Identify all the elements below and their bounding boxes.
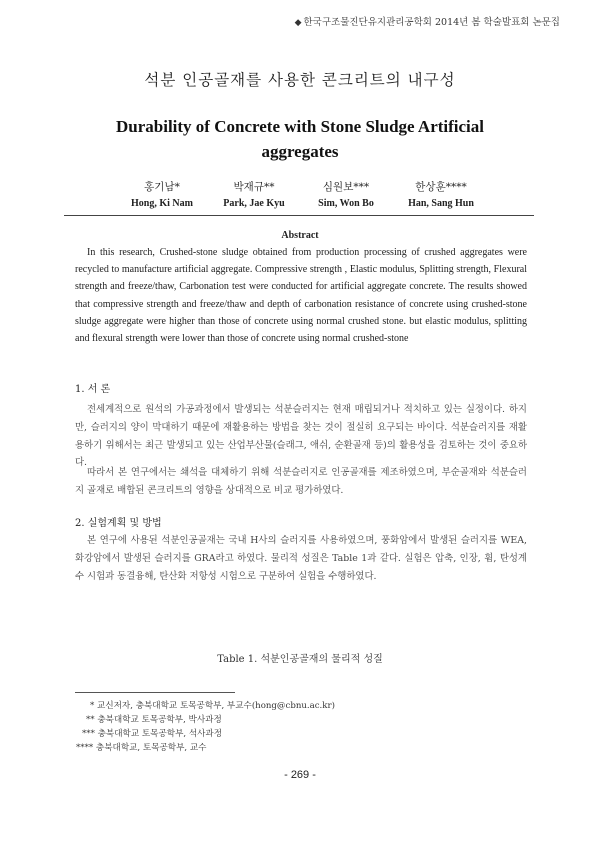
abstract-body: In this research, Crushed-stone sludge obtained from production processing of crushed aggregates were recycled to manufacture artificial aggregate. Compressive strength , Elastic modulus, Splitting strength, Flexural strength and freeze/thaw, Carbonation test were conducted for artificial aggregate concrete. The results showed that compressive strength and freeze/thaw and depth of carbonation resistance of concrete using crushed-stone sludge aggregate were higher than those of concrete using normal crushed stone. but elastic modulus, splitting and flexural strength were lower than those of concrete using normal crushed-stone (75, 247, 527, 345)
table-caption: Table 1. 석분인공골재의 물리적 성질 (217, 654, 383, 665)
author-name-en: Han, Sang Hun (408, 198, 474, 209)
author-name-en: Park, Jae Kyu (223, 198, 285, 209)
title-english: Durability of Concrete with Stone Sludge Artificial aggregates (116, 117, 484, 161)
author-name-ko: 박재규** (233, 181, 275, 193)
footnote-divider (75, 692, 235, 693)
author-name-en: Sim, Won Bo (318, 198, 374, 209)
author-name-en: Hong, Ki Nam (131, 198, 193, 209)
body-paragraph: 전세계적으로 원석의 가공과정에서 발생되는 석분슬러지는 현재 매립되거나 적치하고 있는 실정이다. 하지만, 슬러지의 양이 막대하기 때문에 재활용하는 방법을 찾는 것이 절실히 요구되는 바이다. 석분슬러지를 재활용하기 위해서는 최근 발생되고 있는 산업부산물(슬래그, 애쉬, 순환골재 등)의 활용성을 검토하는 것이 중요하다. (75, 404, 527, 469)
body-paragraph: 따라서 본 연구에서는 쇄석을 대체하기 위해 석분슬러지로 인공골재를 제조하였으며, 부순골재와 석분슬러지 골재로 배합된 콘크리트의 영향을 상대적으로 비교 평가하였다. (75, 467, 527, 496)
running-header (295, 14, 560, 28)
footnote: * 교신저자, 충북대학교 토목공학부, 부교수(hong@cbnu.ac.kr) (90, 701, 335, 711)
footnote: *** 충북대학교 토목공학부, 석사과정 (82, 729, 223, 739)
author-name-ko: 홍기남* (144, 181, 180, 193)
body-paragraph: 본 연구에 사용된 석분인공골재는 국내 H사의 슬러지를 사용하였으며, 풍화암에서 발생된 슬러지를 WEA, 화강암에서 발생된 슬러지를 GRA라고 하였다. 물리적 성질은 Table 1과 같다. 실험은 압축, 인장, 휨, 탄성계수 시험과 동결융해, 탄산화 저항성 시험으로 구분하여 실험을 수행하였다. (75, 535, 527, 582)
section-heading-methods: 2. 실험계획 및 방법 (75, 518, 162, 529)
footnote: ** 충북대학교 토목공학부, 박사과정 (86, 715, 222, 725)
author-4 (386, 179, 496, 209)
author-name-ko: 심원보*** (322, 181, 370, 193)
footnote: **** 충북대학교, 토목공학부, 교수 (76, 743, 207, 753)
abstract-heading: Abstract (281, 230, 319, 241)
header-marker-icon: ◆ (294, 18, 302, 28)
title-korean: 석분 인공골재를 사용한 콘크리트의 내구성 (144, 71, 456, 89)
header-text: 한국구조물진단유지관리공학회 2014년 봄 학술발표회 논문집 (303, 17, 560, 28)
section-heading-introduction: 1. 서 론 (75, 384, 111, 395)
author-3 (291, 179, 401, 209)
author-name-ko: 한상훈**** (415, 181, 467, 193)
divider (64, 215, 534, 216)
page-number: - 269 - (284, 769, 316, 781)
